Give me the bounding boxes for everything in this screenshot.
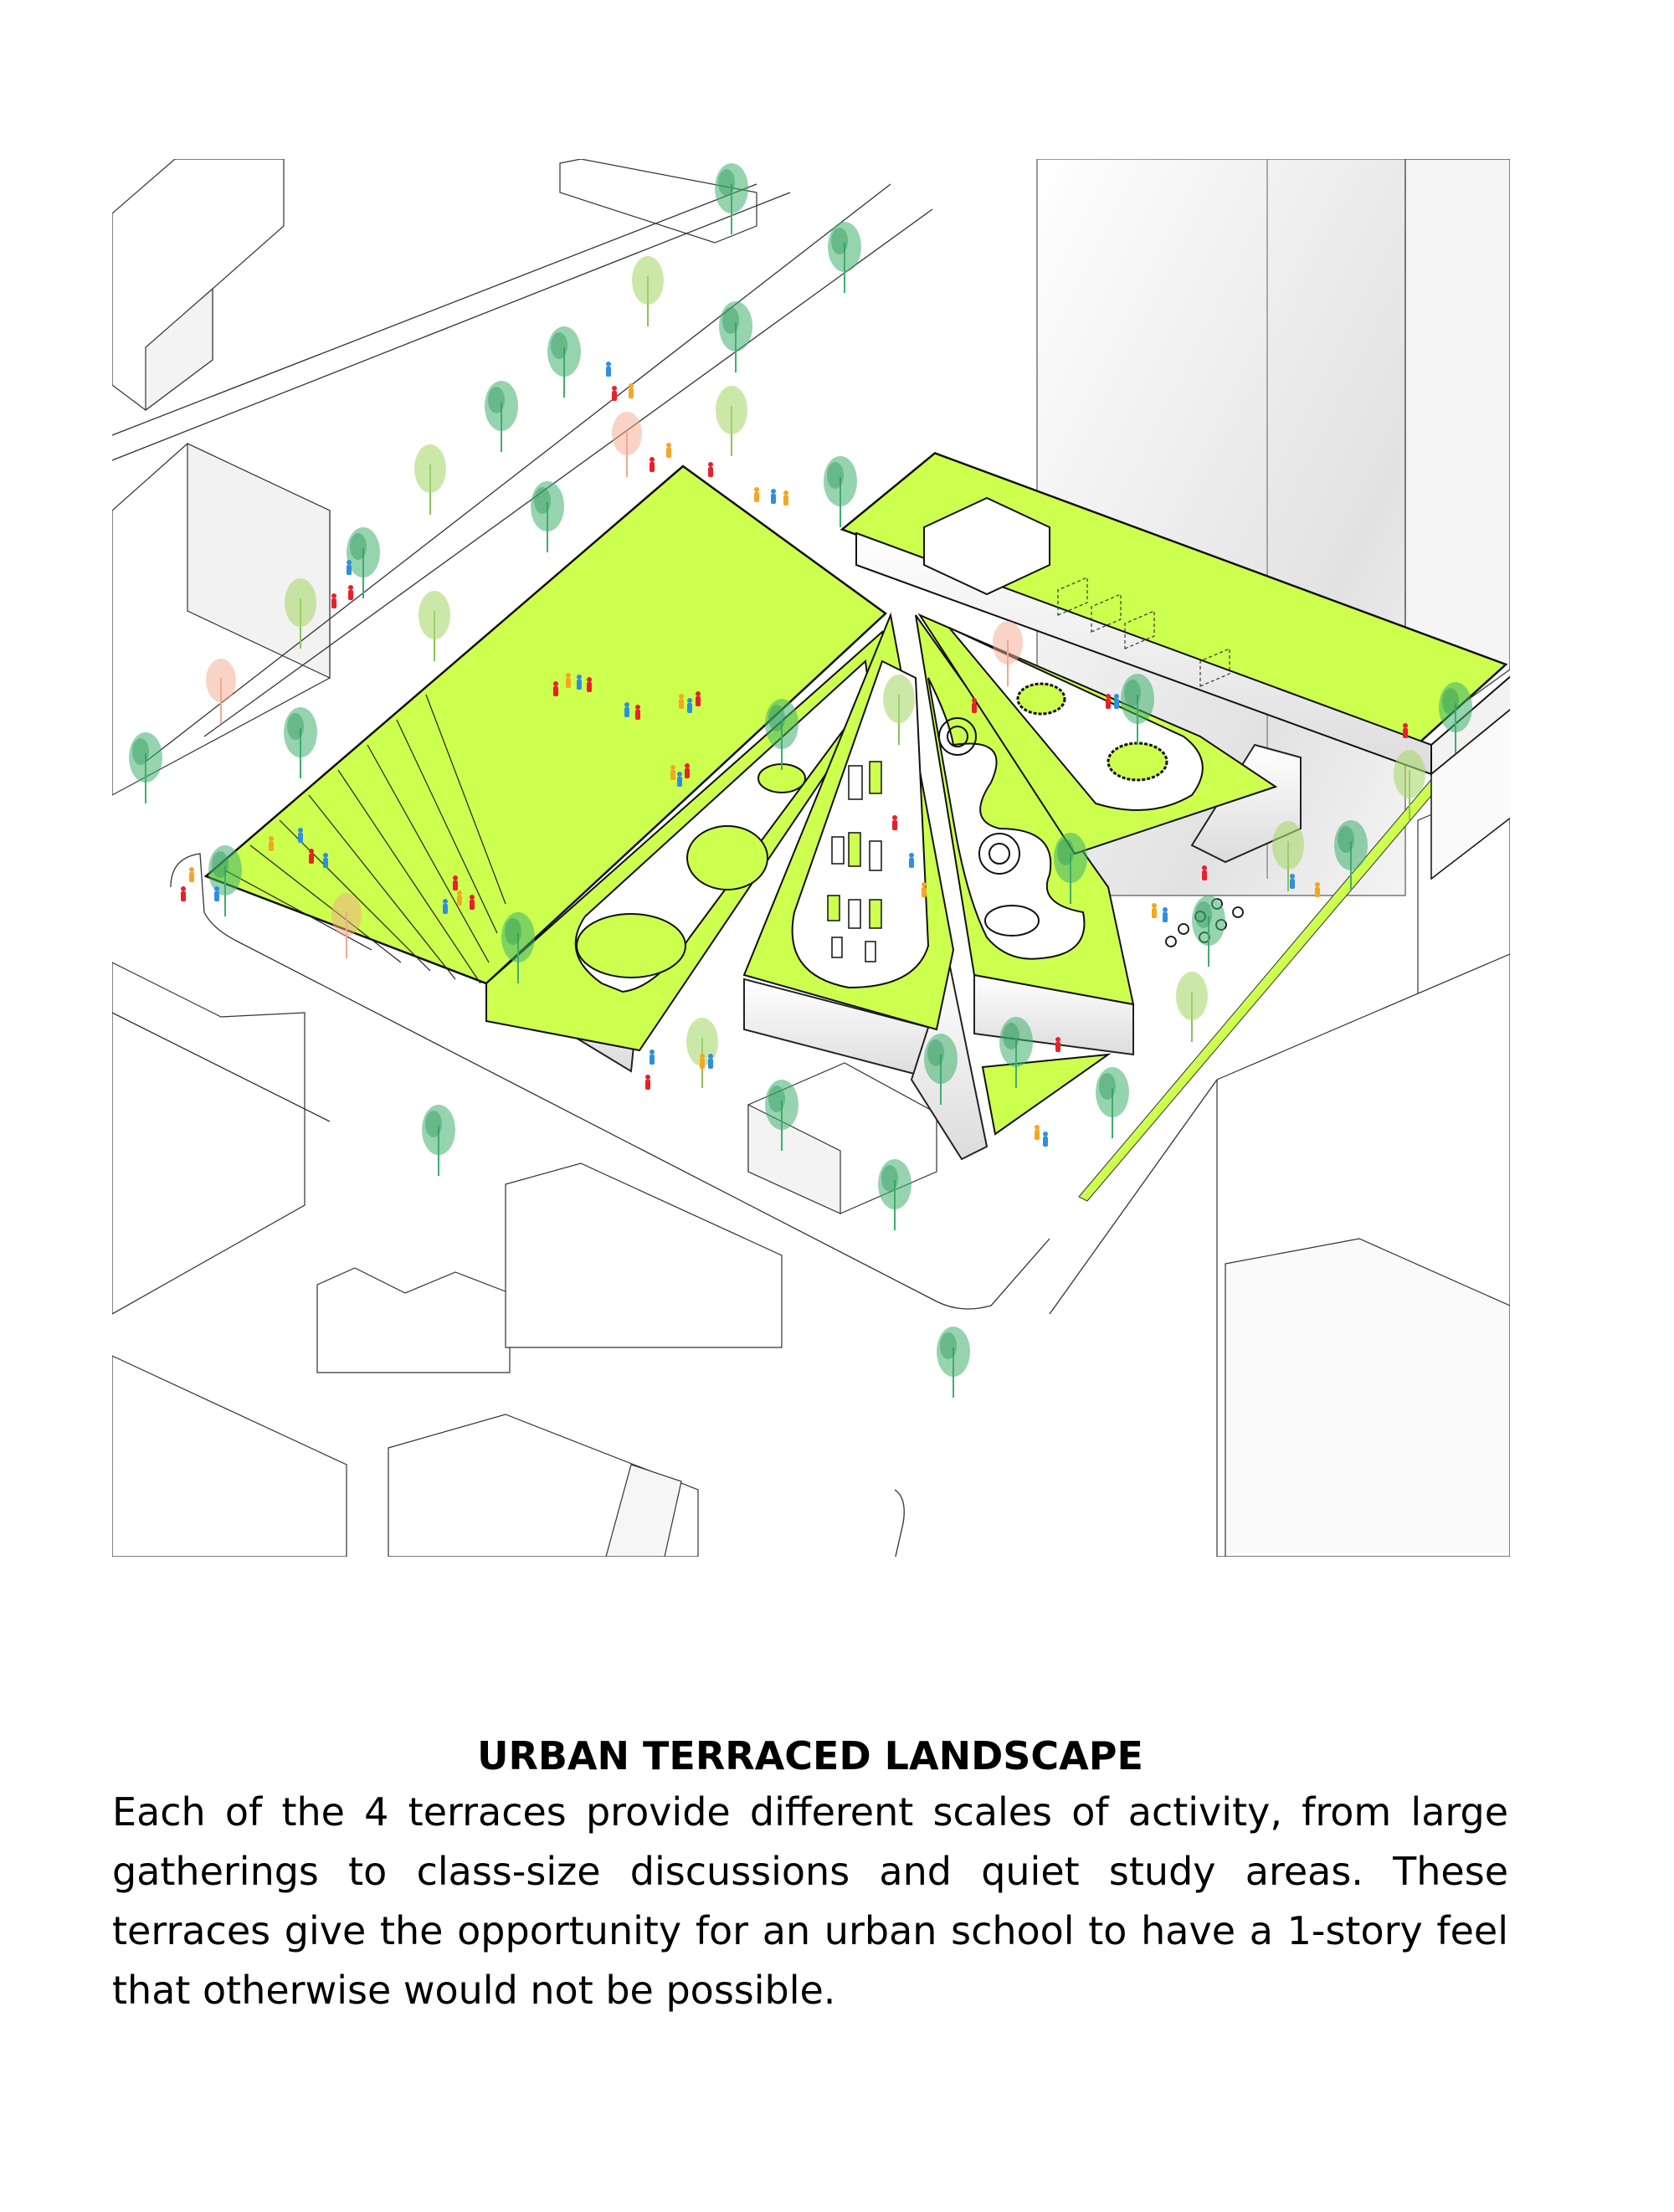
axonometric-site-drawing: [112, 159, 1510, 1557]
caption-title: URBAN TERRACED LANDSCAPE: [477, 1733, 1143, 1778]
caption-body: Each of the 4 terraces provide different scales of activity, from large gatherings to class-size discussions and quiet study areas. These terraces give the opportunity for an urban school to have a 1-story feel that otherwise would not be possible.: [112, 1789, 1508, 2013]
terrace-small: [983, 1055, 1108, 1134]
